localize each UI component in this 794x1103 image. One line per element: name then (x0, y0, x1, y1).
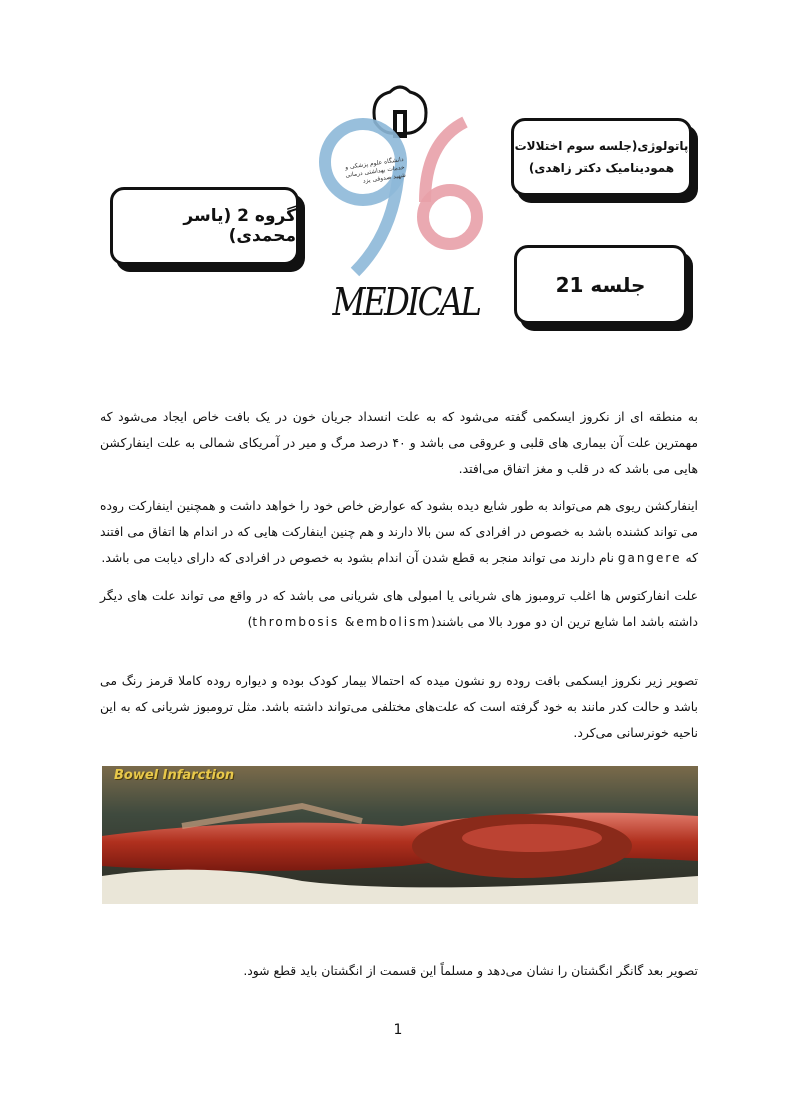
bowel-infarction-photo (102, 766, 698, 904)
paragraph-2-text-a: اینفارکشن ریوی هم می‌تواند به طور شایع دیده بشود که عوارض خاص خود را خواهد داشت و همچنین اینفارکت روده می تواند کشنده باشد به خصوص در افرادی که سن بالا دارند و هم چنین اینفارکت هایی که در اندام ها اتفاق می افتند که (100, 498, 698, 565)
topic-line-1: پاتولوژی(جلسه سوم اختلالات (514, 139, 689, 153)
logo-text: MEDICAL (332, 280, 480, 324)
session-label: جلسه 21 (555, 272, 646, 297)
paragraph-5: تصویر بعد گانگر انگشتان را نشان می‌دهد و مسلماً این قسمت از انگشتان باید قطع شود. (243, 963, 698, 978)
paragraph-3-text-a: علت انفارکتوس ها اغلب ترومبوز های شریانی یا امبولی های شریانی می باشد که در واقع می تواند علت های دیگر داشته باشد اما شایع ترین ان دو مورد بالا می باشند( (100, 588, 698, 629)
topic-line-2: همودینامیک دکتر زاهدی) (528, 161, 675, 175)
paragraph-3 (100, 583, 698, 635)
photo-label: Bowel Infarction (114, 768, 235, 783)
topic-box (511, 118, 692, 196)
term-gangrene: gangere (617, 551, 682, 565)
term-thrombosis-embolism: thrombosis &embolism (252, 615, 432, 629)
paragraph-2 (100, 493, 698, 571)
paragraph-4: تصویر زیر نکروز ایسکمی بافت روده رو نشون میده که احتمالا بیمار کودک بوده و دیواره روده کاملا قرمز رنگ می باشد و حالت کدر مانند به خود گرفته است که علت‌های مختلفی می‌تواند داشته باشد. مثل ترومبوز شریانی که به این ناحیه خونرسانی می‌کرد. (100, 673, 698, 740)
paragraph-2-text-b: نام دارند می تواند منجر به قطع شدن آن اندام بشود به خصوص در افرادی که دارای دیابت می باشد. (101, 550, 614, 565)
paragraph-1: به منطقه ای از نکروز ایسکمی گفته می‌شود که به علت انسداد جریان خون در یک بافت خاص ایجاد می‌شود که مهمترین علت آن بیماری های قلبی و عروقی می باشد و ۴۰ درصد مرگ و میر در آمریکای شمالی به علت اینفارکشن هایی می باشد که در قلب و مغز اتفاق می‌افتد. (100, 409, 698, 476)
group-label: گروه 2 (یاسر محمدی) (183, 206, 296, 246)
session-box (514, 245, 687, 324)
group-box (110, 187, 299, 265)
university-name: دانشگاه علوم پزشکی و خدمات بهداشتی درمانی شهید صدوقی یزد (344, 155, 407, 185)
paragraph-3-text-b: ) (247, 614, 253, 629)
page-number: 1 (393, 1022, 403, 1038)
